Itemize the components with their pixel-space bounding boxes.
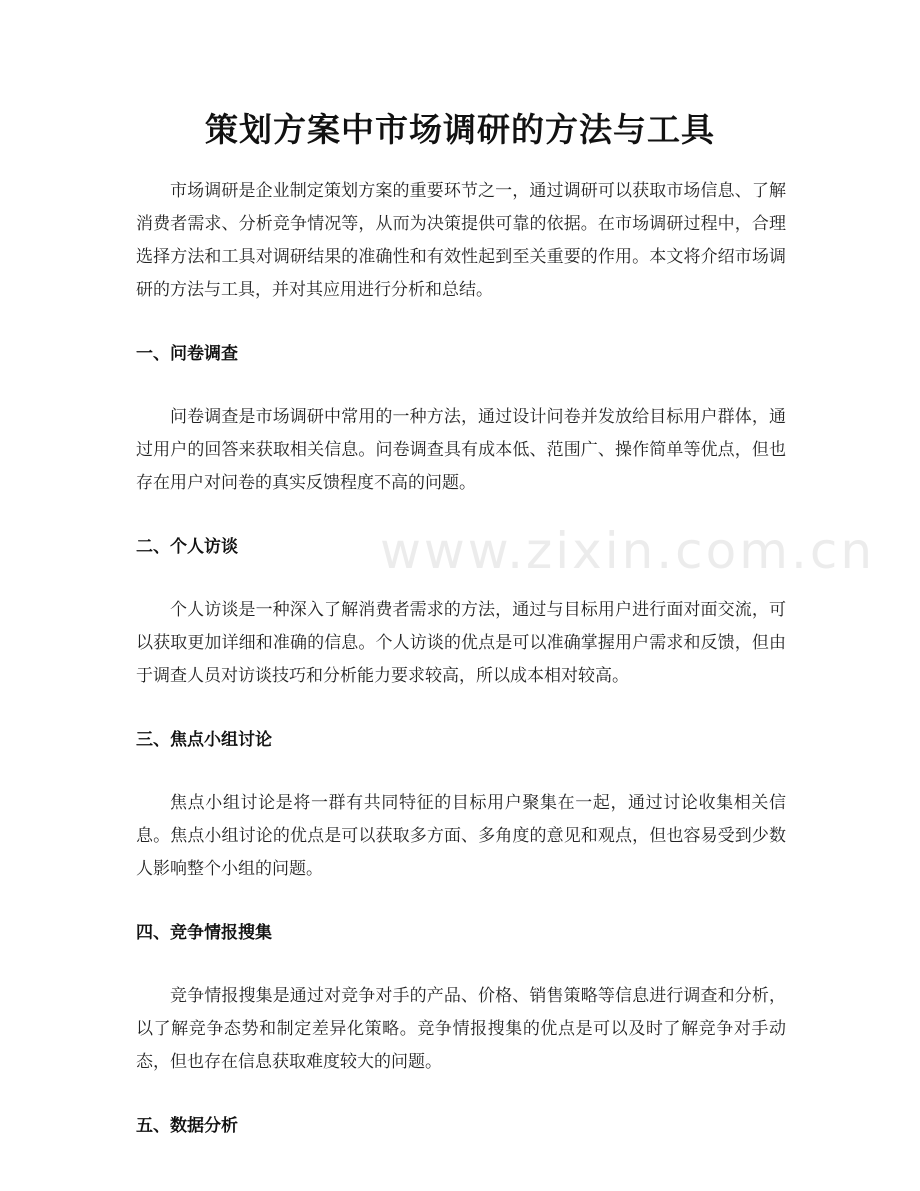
document-title: 策划方案中市场调研的方法与工具 — [205, 110, 715, 149]
watermark: www.zixin.com.cn — [380, 522, 876, 580]
section-body-interview: 个人访谈是一种深入了解消费者需求的方法，通过与目标用户进行面对面交流，可以获取更加详细和准确的信息。个人访谈的优点是可以准确掌握用户需求和反馈，但由于调查人员对访谈技巧和分析能力要求较高，所以成本相对较高。 — [136, 600, 786, 686]
section-heading-questionnaire: 一、问卷调查 — [136, 344, 238, 364]
document-body — [136, 175, 786, 1143]
section-heading-focus-group: 三、焦点小组讨论 — [136, 730, 272, 750]
section-heading-interview: 二、个人访谈 — [136, 537, 238, 557]
section-heading-competitive-intel: 四、竞争情报搜集 — [136, 923, 272, 943]
section-heading-data-analysis: 五、数据分析 — [136, 1116, 238, 1136]
section-body-competitive-intel: 竞争情报搜集是通过对竞争对手的产品、价格、销售策略等信息进行调查和分析，以了解竞争态势和制定差异化策略。竞争情报搜集的优点是可以及时了解竞争对手动态，但也存在信息获取难度较大的问题。 — [136, 986, 786, 1072]
section-body-questionnaire: 问卷调查是市场调研中常用的一种方法，通过设计问卷并发放给目标用户群体，通过用户的回答来获取相关信息。问卷调查具有成本低、范围广、操作简单等优点，但也存在用户对问卷的真实反馈程度不高的问题。 — [136, 407, 786, 493]
section-body-focus-group: 焦点小组讨论是将一群有共同特征的目标用户聚集在一起，通过讨论收集相关信息。焦点小组讨论的优点是可以获取多方面、多角度的意见和观点，但也容易受到少数人影响整个小组的问题。 — [136, 793, 786, 879]
intro-paragraph: 市场调研是企业制定策划方案的重要环节之一，通过调研可以获取市场信息、了解消费者需求、分析竞争情况等，从而为决策提供可靠的依据。在市场调研过程中，合理选择方法和工具对调研结果的准确性和有效性起到至关重要的作用。本文将介绍市场调研的方法与工具，并对其应用进行分析和总结。 — [136, 181, 786, 300]
